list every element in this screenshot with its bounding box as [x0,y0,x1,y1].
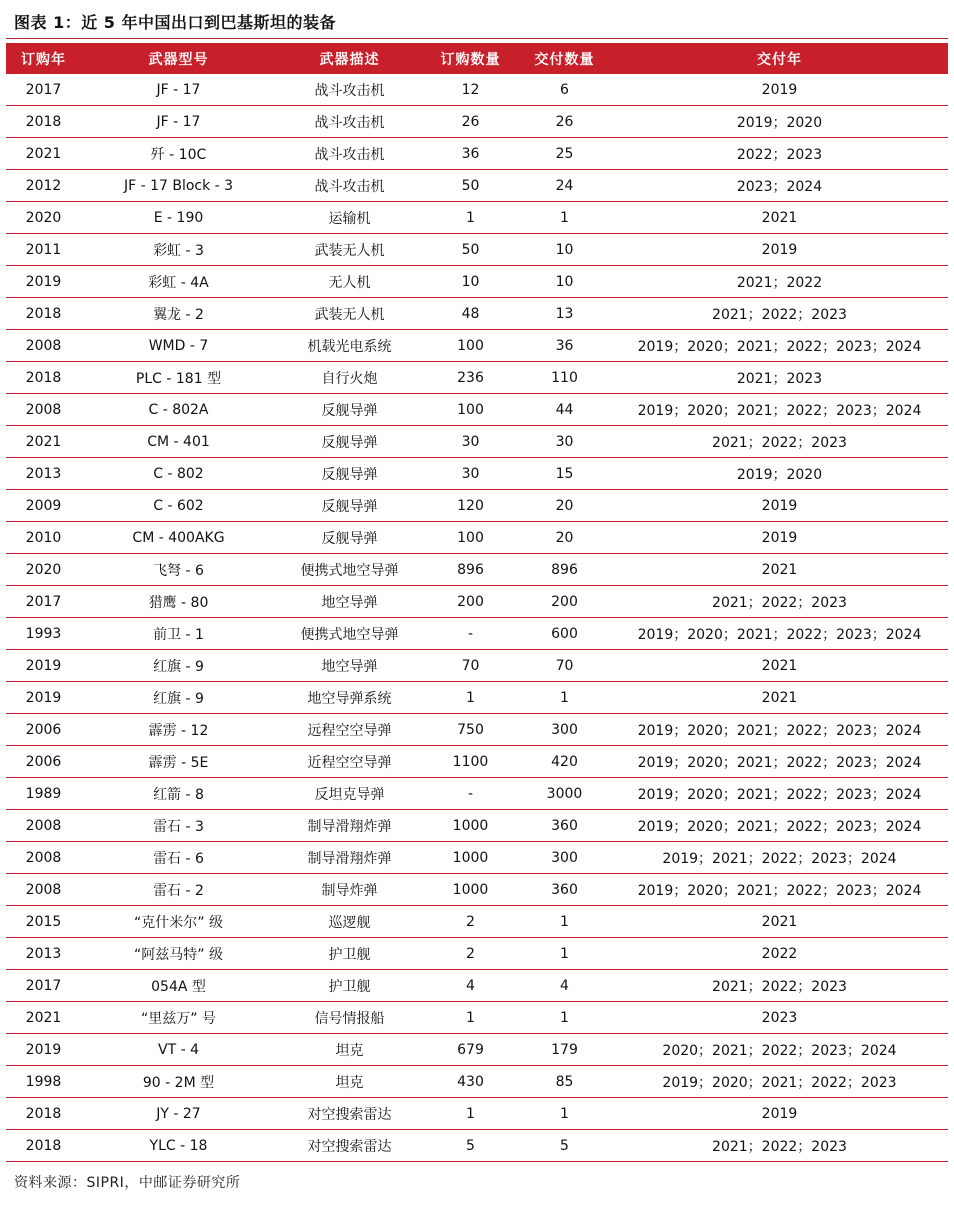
delivery-years-cell: 2019；2020；2021；2022；2023；2024 [611,746,948,778]
weapon-model-cell: C - 802 [81,458,276,490]
table-header [6,43,948,74]
table-row [6,362,948,394]
order-year-cell: 2021 [6,138,81,170]
delivered-quantity-cell: 10 [518,266,611,298]
delivery-years-cell: 2023；2024 [611,170,948,202]
weapon-description-cell: 便携式地空导弹 [276,618,423,650]
weapon-model-cell: JF - 17 [81,106,276,138]
order-quantity-cell: 2 [423,938,518,970]
weapon-model-cell: JY - 27 [81,1098,276,1130]
order-quantity-cell: 750 [423,714,518,746]
source-note: 资料来源：SIPRI，中邮证券研究所 [14,1175,241,1191]
order-year-cell: 2017 [6,970,81,1002]
order-quantity-cell: 1000 [423,842,518,874]
equipment-export-table [6,43,948,1162]
table-row [6,170,948,202]
weapon-description-cell: 制导滑翔炸弹 [276,842,423,874]
order-quantity-cell: 1100 [423,746,518,778]
order-year-cell: 2019 [6,682,81,714]
delivery-years-cell: 2023 [611,1002,948,1034]
delivery-years-cell: 2019；2021；2022；2023；2024 [611,842,948,874]
delivered-quantity-cell: 110 [518,362,611,394]
delivered-quantity-cell: 10 [518,234,611,266]
order-year-cell: 2015 [6,906,81,938]
order-year-cell: 2009 [6,490,81,522]
weapon-description-cell: 地空导弹 [276,650,423,682]
weapon-model-cell: CM - 401 [81,426,276,458]
table-row [6,650,948,682]
header-delivered-quantity: 交付数量 [518,43,611,74]
weapon-model-cell: 054A 型 [81,970,276,1002]
delivery-years-cell: 2021 [611,682,948,714]
order-quantity-cell: 48 [423,298,518,330]
delivery-years-cell: 2022；2023 [611,138,948,170]
order-quantity-cell: 26 [423,106,518,138]
table-row [6,586,948,618]
delivery-years-cell: 2019；2020 [611,106,948,138]
order-year-cell: 2017 [6,586,81,618]
weapon-description-cell: 反舰导弹 [276,426,423,458]
weapon-description-cell: 反坦克导弹 [276,778,423,810]
table-row [6,458,948,490]
delivery-years-cell: 2019；2020 [611,458,948,490]
order-year-cell: 2006 [6,746,81,778]
delivery-years-cell: 2021 [611,202,948,234]
order-year-cell: 1989 [6,778,81,810]
order-year-cell: 2008 [6,874,81,906]
table-row [6,842,948,874]
delivery-years-cell: 2019 [611,234,948,266]
delivered-quantity-cell: 600 [518,618,611,650]
table-row [6,970,948,1002]
order-year-cell: 2018 [6,106,81,138]
delivery-years-cell: 2021；2022 [611,266,948,298]
order-year-cell: 2008 [6,330,81,362]
weapon-model-cell: VT - 4 [81,1034,276,1066]
delivery-years-cell: 2021 [611,650,948,682]
weapon-description-cell: 战斗攻击机 [276,170,423,202]
weapon-description-cell: 坦克 [276,1066,423,1098]
weapon-description-cell: 坦克 [276,1034,423,1066]
weapon-model-cell: 90 - 2M 型 [81,1066,276,1098]
delivery-years-cell: 2019；2020；2021；2022；2023 [611,1066,948,1098]
delivery-years-cell: 2019；2020；2021；2022；2023；2024 [611,618,948,650]
order-year-cell: 2018 [6,1130,81,1162]
order-quantity-cell: 896 [423,554,518,586]
table-row [6,490,948,522]
delivered-quantity-cell: 15 [518,458,611,490]
delivered-quantity-cell: 20 [518,490,611,522]
delivered-quantity-cell: 13 [518,298,611,330]
delivered-quantity-cell: 1 [518,906,611,938]
order-year-cell: 2021 [6,1002,81,1034]
order-quantity-cell: 30 [423,458,518,490]
order-quantity-cell: 2 [423,906,518,938]
weapon-description-cell: 巡逻舰 [276,906,423,938]
order-quantity-cell: 100 [423,522,518,554]
delivered-quantity-cell: 1 [518,202,611,234]
table-row [6,938,948,970]
weapon-description-cell: 地空导弹 [276,586,423,618]
delivery-years-cell: 2020；2021；2022；2023；2024 [611,1034,948,1066]
table-row [6,138,948,170]
delivered-quantity-cell: 85 [518,1066,611,1098]
table-row [6,394,948,426]
delivered-quantity-cell: 3000 [518,778,611,810]
weapon-description-cell: 反舰导弹 [276,522,423,554]
delivered-quantity-cell: 26 [518,106,611,138]
order-year-cell: 2008 [6,842,81,874]
weapon-description-cell: 机载光电系统 [276,330,423,362]
order-quantity-cell: - [423,618,518,650]
weapon-model-cell: 红旗 - 9 [81,650,276,682]
table-row [6,330,948,362]
weapon-model-cell: 霹雳 - 5E [81,746,276,778]
order-quantity-cell: 4 [423,970,518,1002]
order-year-cell: 2019 [6,266,81,298]
delivered-quantity-cell: 36 [518,330,611,362]
delivery-years-cell: 2019；2020；2021；2022；2023；2024 [611,778,948,810]
delivery-years-cell: 2019 [611,490,948,522]
weapon-model-cell: CM - 400AKG [81,522,276,554]
delivery-years-cell: 2021；2022；2023 [611,426,948,458]
order-quantity-cell: 120 [423,490,518,522]
order-quantity-cell: 1 [423,202,518,234]
delivered-quantity-cell: 5 [518,1130,611,1162]
delivered-quantity-cell: 1 [518,682,611,714]
order-year-cell: 1993 [6,618,81,650]
order-quantity-cell: 200 [423,586,518,618]
weapon-model-cell: 彩虹 - 4A [81,266,276,298]
order-year-cell: 2018 [6,298,81,330]
delivered-quantity-cell: 20 [518,522,611,554]
weapon-description-cell: 无人机 [276,266,423,298]
table-row [6,746,948,778]
order-year-cell: 2020 [6,202,81,234]
delivery-years-cell: 2019；2020；2021；2022；2023；2024 [611,394,948,426]
weapon-description-cell: 对空搜索雷达 [276,1098,423,1130]
figure-title: 图表 1：近 5 年中国出口到巴基斯坦的装备 [14,12,336,32]
weapon-model-cell: 前卫 - 1 [81,618,276,650]
order-quantity-cell: 5 [423,1130,518,1162]
header-order-quantity: 订购数量 [423,43,518,74]
weapon-description-cell: 反舰导弹 [276,394,423,426]
table-row [6,234,948,266]
delivered-quantity-cell: 420 [518,746,611,778]
delivery-years-cell: 2019 [611,1098,948,1130]
delivery-years-cell: 2021 [611,554,948,586]
weapon-model-cell: 红箭 - 8 [81,778,276,810]
weapon-model-cell: YLC - 18 [81,1130,276,1162]
order-year-cell: 2021 [6,426,81,458]
delivered-quantity-cell: 896 [518,554,611,586]
weapon-description-cell: 武装无人机 [276,234,423,266]
order-quantity-cell: 50 [423,234,518,266]
delivery-years-cell: 2021；2022；2023 [611,298,948,330]
order-year-cell: 2019 [6,1034,81,1066]
weapon-description-cell: 制导滑翔炸弹 [276,810,423,842]
weapon-model-cell: 红旗 - 9 [81,682,276,714]
weapon-model-cell: E - 190 [81,202,276,234]
order-quantity-cell: 30 [423,426,518,458]
weapon-model-cell: 雷石 - 2 [81,874,276,906]
order-year-cell: 2013 [6,938,81,970]
delivery-years-cell: 2019；2020；2021；2022；2023；2024 [611,714,948,746]
delivery-years-cell: 2019 [611,522,948,554]
delivery-years-cell: 2021；2022；2023 [611,970,948,1002]
delivered-quantity-cell: 6 [518,74,611,106]
order-year-cell: 2017 [6,74,81,106]
header-weapon-model: 武器型号 [81,43,276,74]
weapon-description-cell: 便携式地空导弹 [276,554,423,586]
header-weapon-description: 武器描述 [276,43,423,74]
weapon-model-cell: PLC - 181 型 [81,362,276,394]
delivery-years-cell: 2021；2023 [611,362,948,394]
table-row [6,1034,948,1066]
weapon-description-cell: 信号情报船 [276,1002,423,1034]
order-quantity-cell: 1 [423,1002,518,1034]
weapon-model-cell: “阿兹马特” 级 [81,938,276,970]
delivered-quantity-cell: 24 [518,170,611,202]
delivery-years-cell: 2022 [611,938,948,970]
order-quantity-cell: 430 [423,1066,518,1098]
weapon-model-cell: 翼龙 - 2 [81,298,276,330]
order-quantity-cell: 70 [423,650,518,682]
order-year-cell: 2018 [6,362,81,394]
weapon-model-cell: 彩虹 - 3 [81,234,276,266]
order-quantity-cell: 50 [423,170,518,202]
table-row [6,1098,948,1130]
table-row [6,778,948,810]
weapon-description-cell: 远程空空导弹 [276,714,423,746]
delivery-years-cell: 2019；2020；2021；2022；2023；2024 [611,810,948,842]
order-quantity-cell: 36 [423,138,518,170]
weapon-description-cell: 反舰导弹 [276,458,423,490]
table-row [6,874,948,906]
order-year-cell: 2006 [6,714,81,746]
header-order-year: 订购年 [6,43,81,74]
order-year-cell: 2019 [6,650,81,682]
table-row [6,618,948,650]
delivered-quantity-cell: 1 [518,938,611,970]
weapon-model-cell: 霹雳 - 12 [81,714,276,746]
weapon-description-cell: 近程空空导弹 [276,746,423,778]
weapon-description-cell: 武装无人机 [276,298,423,330]
order-year-cell: 2010 [6,522,81,554]
order-year-cell: 2018 [6,1098,81,1130]
weapon-description-cell: 制导炸弹 [276,874,423,906]
table-row [6,106,948,138]
delivery-years-cell: 2021；2022；2023 [611,1130,948,1162]
weapon-description-cell: 运输机 [276,202,423,234]
weapon-model-cell: WMD - 7 [81,330,276,362]
header-delivery-years: 交付年 [611,43,948,74]
delivered-quantity-cell: 360 [518,810,611,842]
table-row [6,906,948,938]
delivered-quantity-cell: 179 [518,1034,611,1066]
table-row [6,554,948,586]
table-row [6,810,948,842]
order-year-cell: 2008 [6,810,81,842]
header-row [6,43,948,74]
order-quantity-cell: 1000 [423,874,518,906]
order-year-cell: 2020 [6,554,81,586]
delivered-quantity-cell: 1 [518,1098,611,1130]
order-quantity-cell: 100 [423,330,518,362]
table-row [6,426,948,458]
delivery-years-cell: 2021 [611,906,948,938]
weapon-description-cell: 战斗攻击机 [276,74,423,106]
order-quantity-cell: 236 [423,362,518,394]
weapon-description-cell: 护卫舰 [276,938,423,970]
delivered-quantity-cell: 30 [518,426,611,458]
delivered-quantity-cell: 25 [518,138,611,170]
order-quantity-cell: 1 [423,682,518,714]
weapon-model-cell: JF - 17 [81,74,276,106]
weapon-model-cell: 飞弩 - 6 [81,554,276,586]
table-row [6,1002,948,1034]
weapon-model-cell: C - 802A [81,394,276,426]
table-row [6,74,948,106]
order-quantity-cell: 10 [423,266,518,298]
order-quantity-cell: 100 [423,394,518,426]
delivered-quantity-cell: 300 [518,842,611,874]
table-row [6,298,948,330]
weapon-model-cell: 歼 - 10C [81,138,276,170]
order-quantity-cell: 1000 [423,810,518,842]
table-row [6,682,948,714]
weapon-description-cell: 对空搜索雷达 [276,1130,423,1162]
delivered-quantity-cell: 300 [518,714,611,746]
weapon-description-cell: 反舰导弹 [276,490,423,522]
order-year-cell: 2013 [6,458,81,490]
delivered-quantity-cell: 200 [518,586,611,618]
table-row [6,1066,948,1098]
table-body [6,74,948,1162]
delivery-years-cell: 2019；2020；2021；2022；2023；2024 [611,330,948,362]
delivered-quantity-cell: 360 [518,874,611,906]
weapon-description-cell: 地空导弹系统 [276,682,423,714]
weapon-model-cell: 雷石 - 3 [81,810,276,842]
table-row [6,1130,948,1162]
table-row [6,714,948,746]
order-year-cell: 2011 [6,234,81,266]
order-quantity-cell: 679 [423,1034,518,1066]
weapon-model-cell: 猎鹰 - 80 [81,586,276,618]
weapon-model-cell: C - 602 [81,490,276,522]
weapon-description-cell: 战斗攻击机 [276,106,423,138]
weapon-model-cell: JF - 17 Block - 3 [81,170,276,202]
delivered-quantity-cell: 4 [518,970,611,1002]
delivery-years-cell: 2019；2020；2021；2022；2023；2024 [611,874,948,906]
delivery-years-cell: 2021；2022；2023 [611,586,948,618]
table-row [6,202,948,234]
order-year-cell: 2008 [6,394,81,426]
figure-title-bar [6,4,948,39]
weapon-model-cell: “克什米尔” 级 [81,906,276,938]
order-quantity-cell: - [423,778,518,810]
delivery-years-cell: 2019 [611,74,948,106]
weapon-model-cell: “里兹万” 号 [81,1002,276,1034]
order-quantity-cell: 1 [423,1098,518,1130]
order-year-cell: 2012 [6,170,81,202]
order-quantity-cell: 12 [423,74,518,106]
weapon-description-cell: 护卫舰 [276,970,423,1002]
weapon-description-cell: 战斗攻击机 [276,138,423,170]
delivered-quantity-cell: 44 [518,394,611,426]
weapon-description-cell: 自行火炮 [276,362,423,394]
table-row [6,522,948,554]
delivered-quantity-cell: 1 [518,1002,611,1034]
order-year-cell: 1998 [6,1066,81,1098]
table-row [6,266,948,298]
weapon-model-cell: 雷石 - 6 [81,842,276,874]
delivered-quantity-cell: 70 [518,650,611,682]
